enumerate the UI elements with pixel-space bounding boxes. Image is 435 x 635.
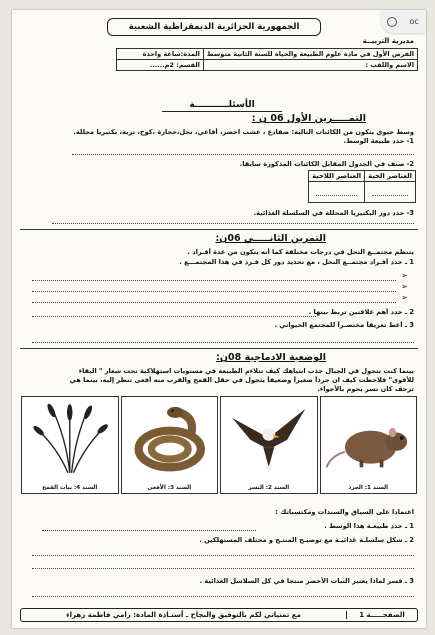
student-name-cell: الاسم واللقب : bbox=[203, 60, 417, 71]
situation-text-1: بينما كنت تتجول في الجبال جذب انتباهك كيف تتلاءم الطبيعة في مستويات استهلاكية تحت شعار " البقاء bbox=[78, 367, 414, 375]
duration-cell: المدة:ساعة واحدة bbox=[116, 49, 203, 60]
answer-line bbox=[32, 316, 316, 317]
living-col-header: العناصر الحية bbox=[365, 171, 416, 182]
exercise2-q2: 2 ـ حدد أهم علاقتين تربط بينها . bbox=[308, 308, 414, 316]
exercise2-q1: 1 ـ حدد أفـراد مجتمــع النحل ، مع تحديد دور كل فـرد في هذا المجتمـــع . bbox=[179, 258, 414, 266]
answer-bullet: ➢ bbox=[32, 295, 408, 304]
document-1-caption: السند 1: الجرذ bbox=[348, 485, 389, 492]
exercise2-q3: 3 ـ أعط تعريفاً مختصـراً للمجتمع الحيواني . bbox=[274, 321, 414, 329]
class-cell: القسم: 2م...... bbox=[116, 60, 203, 71]
answer-bullet: ➢ bbox=[32, 273, 408, 282]
exercise2-title: التمرين الثانـــــي 06ن: bbox=[215, 233, 326, 244]
exercise1-q2: 2- صنف في الجدول المقابل الكائنات المذكورة سابقا. bbox=[239, 160, 414, 168]
document-1-rat bbox=[320, 396, 418, 494]
directorate-label: مديرية التربيــة bbox=[362, 37, 414, 45]
situation-instruction: اعتمادا على السياق والسندات ومكتسباتك : bbox=[275, 508, 414, 516]
exam-paper bbox=[12, 10, 426, 628]
rat-image bbox=[323, 399, 415, 477]
exercise1-q3: 3- حدد دور البكتيريا المحللة في السلسلة الغذائية. bbox=[253, 209, 414, 217]
situation-title: الوضعية الادماجية 08ن: bbox=[216, 352, 326, 363]
circle-icon[interactable] bbox=[387, 17, 397, 27]
situation-text-2: للأقوى" فلاحظت كيف ان جرذاً صغيراً وضعيفاً يتجول في حقل القمح والقرب منه أفعى تنظر إليه، بينما هي bbox=[69, 376, 414, 384]
situation-q2: 2 ـ شكل سلسلـة غذائيـة مع توضيـح المنتـج و مختلف المستهلكين . bbox=[199, 536, 414, 544]
page-number: الصفحـــــة 1 bbox=[346, 611, 417, 620]
answer-line bbox=[32, 596, 414, 597]
documents-images bbox=[20, 396, 418, 494]
exercise1-intro: وسط حيوي يتكون من الكائنات التالية: ضفادع ، عشب اخضر، أفاعي، نحل،حجارة ،كوخ، تربة، بكتيريا محللة. bbox=[73, 128, 414, 136]
answer-line bbox=[32, 342, 414, 343]
situation-q3: 3 ـ فسر لماذا يعتبر النبات الأخضر منتجا في كل السلاسل الغذائية . bbox=[199, 577, 414, 585]
document-2-caption: السند 2: النسر bbox=[248, 485, 290, 492]
questions-heading: الأسئلـــــــــــة bbox=[162, 100, 282, 112]
exam-info-table bbox=[116, 48, 418, 71]
republic-header: الجمهورية الجزائرية الديمقراطية الشعبية bbox=[107, 18, 321, 36]
document-4-caption: السند 4: نبات القمح bbox=[42, 485, 98, 492]
eagle-image bbox=[223, 399, 315, 477]
nonliving-col-header: العناصر اللاحية bbox=[309, 171, 365, 182]
classification-table bbox=[308, 170, 416, 203]
answer-line bbox=[42, 530, 256, 531]
exercise1-title: التمـــــرين الأول 06 ن : bbox=[251, 113, 366, 124]
footer-wishes: مع تمنياتي لكم بالتوفيق والنجاح ـ أستـاذة المادة: رامي فاطمة زهراء bbox=[66, 610, 301, 619]
section-divider bbox=[20, 348, 418, 349]
document-4-wheat bbox=[21, 396, 119, 494]
wheat-image bbox=[24, 399, 116, 477]
answer-line bbox=[32, 568, 414, 569]
page-footer bbox=[20, 608, 418, 622]
section-divider bbox=[20, 229, 418, 230]
snake-image bbox=[124, 399, 216, 477]
exam-title: الفرض الأول في مادة علوم الطبيعة والحياة للسنة الثانية متوسط bbox=[203, 49, 417, 60]
answer-line bbox=[32, 555, 414, 556]
answer-line bbox=[52, 223, 414, 224]
exercise1-q1: 1- حدد طبيعة الوسط. bbox=[343, 137, 414, 145]
document-2-eagle bbox=[220, 396, 318, 494]
situation-text-3: تزحف كان نسر يحوم بالأجواء. bbox=[317, 385, 414, 393]
nonliving-cell bbox=[309, 182, 365, 203]
image-viewer-chip[interactable] bbox=[381, 11, 425, 33]
situation-q1: 1 ـ حدد طبيعـة هذا الوسط . bbox=[324, 522, 414, 530]
answer-line bbox=[72, 154, 414, 155]
exercise2-intro: يتنظم مجتمــع النحل في درجات مختلفة كما أنه يتكون من عدة أفـراد . bbox=[187, 248, 414, 256]
answer-bullet: ➢ bbox=[32, 284, 408, 293]
document-3-snake bbox=[121, 396, 219, 494]
living-cell bbox=[365, 182, 416, 203]
more-icon[interactable]: oc bbox=[409, 17, 419, 26]
document-3-caption: السند 3: الأفعى bbox=[147, 485, 192, 492]
